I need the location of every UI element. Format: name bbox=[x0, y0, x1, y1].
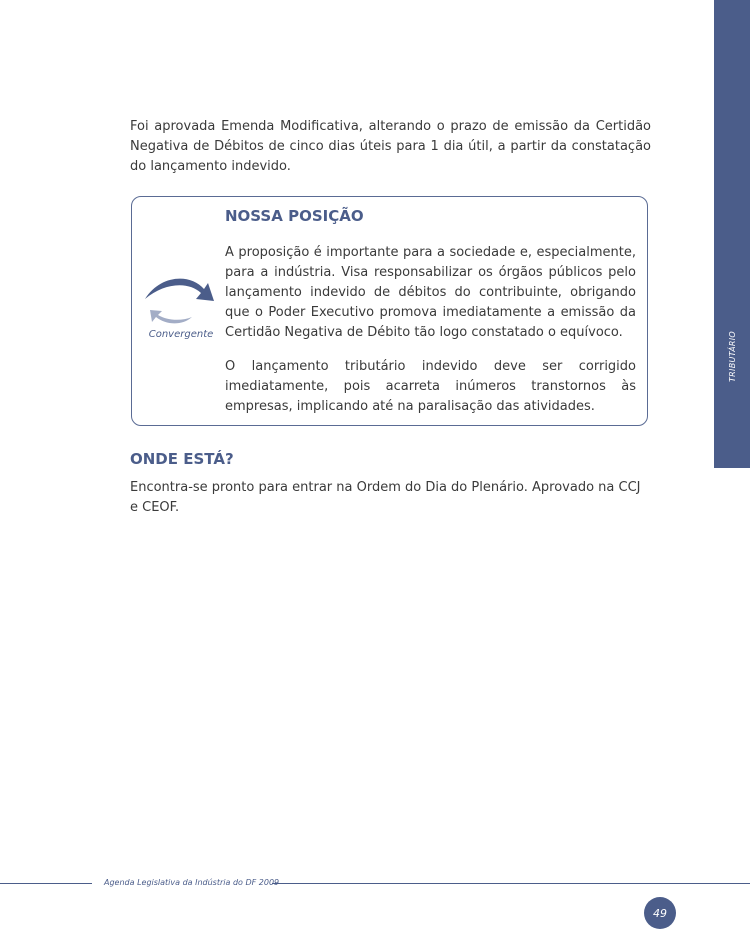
side-tab-label: TRIBUTÁRIO bbox=[727, 330, 737, 382]
icon-label: Convergente bbox=[148, 329, 214, 340]
position-paragraph-1: A proposição é importante para a sociedade e, especialmente, para a indústria. Visa responsabilizar os órgãos públicos pelo lançamento indevido de débitos do contribuinte, obrigando que o Poder Executivo promova imediatamente a emissão da Certidão Negativa de Débito tão logo constatado o equívoco. bbox=[225, 245, 636, 340]
position-paragraph-2: O lançamento tributário indevido deve ser corrigido imediatamente, pois acarreta inúmeros transtornos às empresas, implicando até na paralisação das atividades. bbox=[225, 359, 636, 414]
side-tab-label-wrap bbox=[714, 326, 750, 386]
box-title: NOSSA POSIÇÃO bbox=[225, 207, 364, 225]
side-section-tab bbox=[714, 0, 750, 468]
where-title: ONDE ESTÁ? bbox=[130, 450, 234, 468]
convergent-arrows-icon bbox=[142, 277, 218, 329]
page-number: 49 bbox=[644, 897, 676, 929]
footer-text: Agenda Legislativa da Indústria do DF 2009 bbox=[104, 878, 280, 887]
footer-rule-right bbox=[272, 883, 750, 884]
where-text: Encontra-se pronto para entrar na Ordem do Dia do Plenário. Aprovado na CCJ e CEOF. bbox=[130, 480, 641, 515]
footer-rule-left bbox=[0, 883, 92, 884]
intro-paragraph: Foi aprovada Emenda Modificativa, alterando o prazo de emissão da Certidão Negativa de Débitos de cinco dias úteis para 1 dia útil, a partir da constatação do lançamento indevido. bbox=[130, 119, 651, 174]
position-icon-group bbox=[140, 277, 220, 347]
position-box bbox=[131, 196, 648, 426]
